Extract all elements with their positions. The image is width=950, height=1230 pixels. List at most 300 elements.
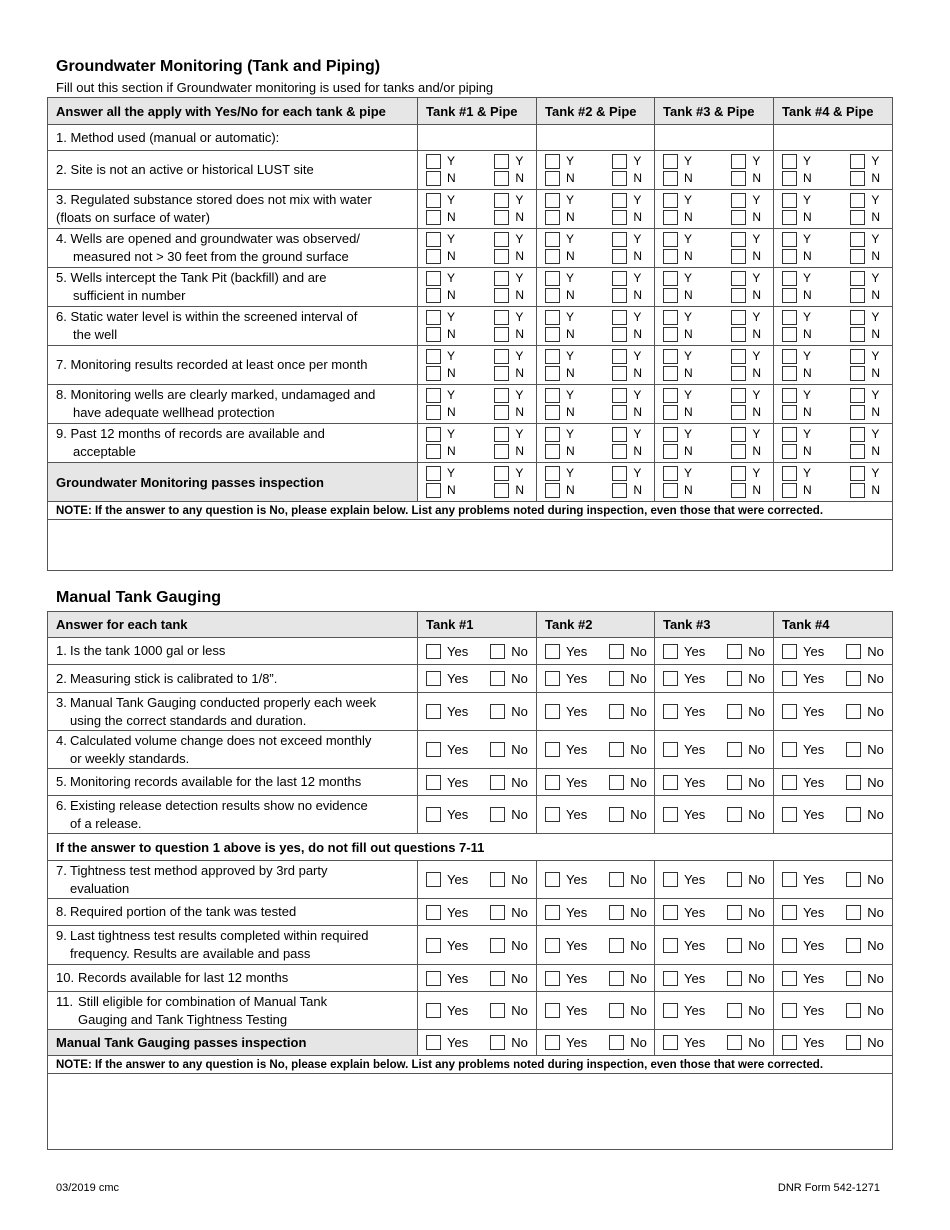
yes-label: Yes (566, 970, 588, 986)
tank-no-checkbox[interactable] (663, 288, 678, 303)
yes-checkbox[interactable] (545, 1035, 560, 1050)
pipe-no-checkbox[interactable] (850, 210, 865, 225)
no-checkbox[interactable] (727, 775, 742, 790)
pipe-yes-checkbox[interactable] (731, 349, 746, 364)
pipe-no-checkbox[interactable] (612, 210, 627, 225)
no-checkbox[interactable] (609, 775, 624, 790)
tank-yes-checkbox[interactable] (426, 271, 441, 286)
pipe-yes-checkbox[interactable] (612, 349, 627, 364)
tank-yes-checkbox[interactable] (782, 349, 797, 364)
pipe-no-checkbox[interactable] (731, 327, 746, 342)
pipe-no-checkbox[interactable] (850, 366, 865, 381)
yes-checkbox[interactable] (426, 807, 441, 822)
tank-yes-checkbox[interactable] (545, 154, 560, 169)
manual-question-row (48, 769, 893, 796)
no-checkbox[interactable] (609, 671, 624, 686)
manual-section-title: Manual Tank Gauging (56, 589, 222, 606)
yes-checkbox[interactable] (663, 1003, 678, 1018)
no-checkbox[interactable] (490, 905, 505, 920)
yes-checkbox[interactable] (545, 671, 560, 686)
yes-checkbox[interactable] (426, 938, 441, 953)
no-label: No (630, 671, 647, 686)
yes-checkbox[interactable] (545, 905, 560, 920)
method-used-tank1-field[interactable] (418, 125, 537, 151)
pipe-yes-label: Y (752, 427, 761, 441)
tank-yes-checkbox[interactable] (545, 310, 560, 325)
yes-checkbox[interactable] (782, 644, 797, 659)
tank2-yn-cell (537, 151, 655, 190)
no-checkbox[interactable] (490, 807, 505, 822)
yes-checkbox[interactable] (663, 775, 678, 790)
no-checkbox[interactable] (846, 872, 861, 887)
no-checkbox[interactable] (490, 704, 505, 719)
pipe-yes-checkbox[interactable] (850, 466, 865, 481)
pipe-no-checkbox[interactable] (850, 171, 865, 186)
pipe-no-checkbox[interactable] (850, 444, 865, 459)
tank-no-checkbox[interactable] (663, 444, 678, 459)
tank-no-checkbox[interactable] (782, 288, 797, 303)
tank-yes-checkbox[interactable] (426, 427, 441, 442)
pipe-no-checkbox[interactable] (850, 327, 865, 342)
groundwater-explanation-field[interactable] (48, 520, 893, 571)
tank-no-checkbox[interactable] (663, 171, 678, 186)
groundwater-question-row (48, 229, 893, 268)
tank-no-checkbox[interactable] (545, 444, 560, 459)
pipe-yes-checkbox[interactable] (494, 193, 509, 208)
yes-checkbox[interactable] (545, 938, 560, 953)
yes-checkbox[interactable] (782, 971, 797, 986)
pipe-yes-checkbox[interactable] (850, 154, 865, 169)
pipe-no-checkbox[interactable] (494, 444, 509, 459)
yes-checkbox[interactable] (663, 671, 678, 686)
question-line-1: 3. Regulated substance stored does not mix with water (56, 192, 372, 207)
no-checkbox[interactable] (490, 671, 505, 686)
tank-yes-label: Y (447, 388, 456, 402)
yes-label: Yes (803, 774, 825, 790)
yes-checkbox[interactable] (545, 644, 560, 659)
yes-checkbox[interactable] (782, 742, 797, 757)
tank-no-checkbox[interactable] (782, 405, 797, 420)
pipe-yes-label: Y (515, 310, 524, 324)
yes-checkbox[interactable] (426, 644, 441, 659)
no-checkbox[interactable] (727, 938, 742, 953)
no-checkbox[interactable] (727, 671, 742, 686)
yes-checkbox[interactable] (545, 775, 560, 790)
pipe-no-checkbox[interactable] (612, 249, 627, 264)
groundwater-header-question: Answer all the apply with Yes/No for each tank & pipe (48, 98, 418, 125)
tank-no-checkbox[interactable] (426, 327, 441, 342)
tank-no-checkbox[interactable] (663, 327, 678, 342)
pipe-no-checkbox[interactable] (850, 483, 865, 498)
yes-checkbox[interactable] (782, 704, 797, 719)
tank-yes-checkbox[interactable] (545, 193, 560, 208)
no-checkbox[interactable] (846, 742, 861, 757)
pipe-yes-checkbox[interactable] (850, 271, 865, 286)
pipe-yes-checkbox[interactable] (731, 388, 746, 403)
yes-label: Yes (566, 1035, 588, 1050)
pipe-yes-checkbox[interactable] (494, 232, 509, 247)
no-checkbox[interactable] (846, 671, 861, 686)
yes-checkbox[interactable] (782, 1035, 797, 1050)
pipe-yes-checkbox[interactable] (850, 427, 865, 442)
no-checkbox[interactable] (727, 1003, 742, 1018)
pipe-no-checkbox[interactable] (494, 249, 509, 264)
no-checkbox[interactable] (846, 704, 861, 719)
pipe-no-checkbox[interactable] (731, 288, 746, 303)
yes-checkbox[interactable] (426, 872, 441, 887)
yes-checkbox[interactable] (426, 971, 441, 986)
tank-no-checkbox[interactable] (545, 288, 560, 303)
pipe-yes-checkbox[interactable] (850, 232, 865, 247)
pipe-no-checkbox[interactable] (850, 405, 865, 420)
tank-yes-checkbox[interactable] (663, 154, 678, 169)
no-checkbox[interactable] (490, 872, 505, 887)
question-line-2: Gauging and Tank Tightness Testing (78, 1011, 288, 1027)
no-checkbox[interactable] (490, 938, 505, 953)
pipe-yes-checkbox[interactable] (612, 193, 627, 208)
tank-no-label: N (447, 483, 456, 497)
pipe-no-checkbox[interactable] (731, 405, 746, 420)
pipe-yes-label: Y (752, 349, 761, 363)
method-used-tank4-field[interactable] (774, 125, 893, 151)
pipe-yes-checkbox[interactable] (612, 154, 627, 169)
yes-checkbox[interactable] (545, 742, 560, 757)
question-number: 8. (56, 904, 67, 919)
pipe-no-checkbox[interactable] (612, 483, 627, 498)
no-checkbox[interactable] (490, 775, 505, 790)
tank-yes-checkbox[interactable] (426, 193, 441, 208)
tank-no-checkbox[interactable] (545, 483, 560, 498)
pipe-no-checkbox[interactable] (731, 483, 746, 498)
pipe-no-checkbox[interactable] (731, 366, 746, 381)
pipe-yes-checkbox[interactable] (612, 427, 627, 442)
pipe-yes-checkbox[interactable] (850, 388, 865, 403)
tank-no-checkbox[interactable] (663, 249, 678, 264)
groundwater-pass-row (48, 463, 893, 502)
pipe-yes-checkbox[interactable] (850, 349, 865, 364)
no-checkbox[interactable] (609, 905, 624, 920)
tank-yes-checkbox[interactable] (426, 349, 441, 364)
no-checkbox[interactable] (609, 704, 624, 719)
yes-checkbox[interactable] (545, 872, 560, 887)
tank-no-checkbox[interactable] (782, 327, 797, 342)
pipe-no-checkbox[interactable] (612, 327, 627, 342)
tank1-yesno-cell (418, 926, 537, 965)
manual-header-tank4: Tank #4 (774, 612, 893, 638)
yes-checkbox[interactable] (663, 1035, 678, 1050)
pipe-no-checkbox[interactable] (612, 405, 627, 420)
tank-yes-checkbox[interactable] (782, 427, 797, 442)
pipe-no-label: N (633, 366, 642, 380)
pipe-no-checkbox[interactable] (494, 405, 509, 420)
yes-checkbox[interactable] (663, 905, 678, 920)
yes-checkbox[interactable] (426, 671, 441, 686)
tank-no-checkbox[interactable] (545, 405, 560, 420)
tank-no-checkbox[interactable] (426, 444, 441, 459)
tank-yes-checkbox[interactable] (545, 466, 560, 481)
no-checkbox[interactable] (727, 704, 742, 719)
tank-yes-checkbox[interactable] (782, 466, 797, 481)
tank-yes-checkbox[interactable] (663, 388, 678, 403)
pipe-yes-checkbox[interactable] (494, 466, 509, 481)
yes-checkbox[interactable] (426, 905, 441, 920)
yes-checkbox[interactable] (663, 644, 678, 659)
yes-checkbox[interactable] (663, 971, 678, 986)
question-line-2: have adequate wellhead protection (73, 405, 275, 420)
tank-no-checkbox[interactable] (545, 249, 560, 264)
no-label: No (748, 774, 765, 790)
tank-no-checkbox[interactable] (426, 483, 441, 498)
tank-no-checkbox[interactable] (663, 366, 678, 381)
tank-yes-checkbox[interactable] (782, 310, 797, 325)
yes-checkbox[interactable] (426, 704, 441, 719)
pipe-no-checkbox[interactable] (731, 444, 746, 459)
pipe-yes-checkbox[interactable] (494, 349, 509, 364)
no-checkbox[interactable] (609, 971, 624, 986)
yes-checkbox[interactable] (426, 775, 441, 790)
yes-checkbox[interactable] (782, 938, 797, 953)
tank-yes-checkbox[interactable] (663, 427, 678, 442)
no-checkbox[interactable] (609, 644, 624, 659)
pipe-yes-label: Y (752, 466, 761, 480)
pipe-yes-checkbox[interactable] (731, 193, 746, 208)
no-checkbox[interactable] (609, 1035, 624, 1050)
manual-gauging-table (47, 611, 893, 1150)
yes-checkbox[interactable] (545, 704, 560, 719)
yes-label: Yes (447, 1003, 469, 1018)
tank-yes-checkbox[interactable] (426, 310, 441, 325)
pipe-yes-checkbox[interactable] (731, 466, 746, 481)
tank-yes-checkbox[interactable] (545, 232, 560, 247)
tank1-yesno-cell (418, 861, 537, 899)
tank-no-checkbox[interactable] (782, 366, 797, 381)
tank-yes-checkbox[interactable] (782, 232, 797, 247)
tank-no-checkbox[interactable] (782, 483, 797, 498)
tank-yes-checkbox[interactable] (663, 310, 678, 325)
no-checkbox[interactable] (846, 1003, 861, 1018)
tank3-yesno-cell (655, 638, 774, 665)
no-checkbox[interactable] (727, 1035, 742, 1050)
yes-checkbox[interactable] (782, 775, 797, 790)
tank-yes-checkbox[interactable] (545, 349, 560, 364)
no-checkbox[interactable] (846, 644, 861, 659)
pipe-no-checkbox[interactable] (850, 288, 865, 303)
no-checkbox[interactable] (846, 807, 861, 822)
tank-no-checkbox[interactable] (426, 210, 441, 225)
tank-no-checkbox[interactable] (663, 483, 678, 498)
no-checkbox[interactable] (846, 905, 861, 920)
pipe-no-label: N (633, 444, 642, 458)
tank-no-checkbox[interactable] (663, 210, 678, 225)
pipe-no-checkbox[interactable] (612, 171, 627, 186)
tank2-yn-cell (537, 385, 655, 424)
yes-checkbox[interactable] (782, 671, 797, 686)
tank4-yn-cell (774, 229, 893, 268)
yes-checkbox[interactable] (663, 807, 678, 822)
pipe-no-checkbox[interactable] (494, 327, 509, 342)
tank-no-checkbox[interactable] (782, 210, 797, 225)
no-checkbox[interactable] (727, 742, 742, 757)
manual-instruction-row (48, 834, 893, 861)
pipe-yes-label: Y (871, 271, 880, 285)
pipe-no-checkbox[interactable] (612, 366, 627, 381)
pipe-yes-checkbox[interactable] (731, 271, 746, 286)
yes-checkbox[interactable] (663, 872, 678, 887)
no-checkbox[interactable] (727, 644, 742, 659)
no-checkbox[interactable] (727, 872, 742, 887)
yes-checkbox[interactable] (545, 971, 560, 986)
tank-no-checkbox[interactable] (782, 444, 797, 459)
no-checkbox[interactable] (490, 742, 505, 757)
tank-no-checkbox[interactable] (663, 405, 678, 420)
tank-no-checkbox[interactable] (426, 171, 441, 186)
no-label: No (867, 937, 884, 953)
tank4-yn-cell (774, 151, 893, 190)
no-checkbox[interactable] (490, 644, 505, 659)
tank-no-checkbox[interactable] (545, 171, 560, 186)
groundwater-header-tank1: Tank #1 & Pipe (418, 98, 537, 125)
no-checkbox[interactable] (727, 971, 742, 986)
pipe-no-checkbox[interactable] (494, 171, 509, 186)
yes-checkbox[interactable] (782, 807, 797, 822)
no-checkbox[interactable] (727, 807, 742, 822)
pipe-no-checkbox[interactable] (612, 444, 627, 459)
pipe-yes-checkbox[interactable] (850, 310, 865, 325)
tank-yes-checkbox[interactable] (663, 466, 678, 481)
yes-checkbox[interactable] (426, 742, 441, 757)
no-checkbox[interactable] (846, 775, 861, 790)
tank1-yn-cell (418, 268, 537, 307)
no-checkbox[interactable] (609, 872, 624, 887)
yes-checkbox[interactable] (782, 905, 797, 920)
tank-yes-checkbox[interactable] (782, 193, 797, 208)
yes-checkbox[interactable] (426, 1035, 441, 1050)
tank-no-checkbox[interactable] (426, 249, 441, 264)
pipe-no-checkbox[interactable] (850, 249, 865, 264)
tank-no-checkbox[interactable] (545, 210, 560, 225)
no-checkbox[interactable] (846, 938, 861, 953)
pipe-no-checkbox[interactable] (731, 249, 746, 264)
question-line-2: evaluation (70, 880, 130, 896)
tank2-yesno-cell (537, 638, 655, 665)
method-used-tank2-field[interactable] (537, 125, 655, 151)
manual-question-text (48, 731, 418, 769)
no-checkbox[interactable] (490, 971, 505, 986)
no-checkbox[interactable] (609, 742, 624, 757)
pipe-no-checkbox[interactable] (731, 210, 746, 225)
pipe-yes-checkbox[interactable] (494, 271, 509, 286)
tank-no-checkbox[interactable] (545, 327, 560, 342)
tank-yes-checkbox[interactable] (545, 388, 560, 403)
pipe-yes-checkbox[interactable] (612, 388, 627, 403)
tank2-yesno-cell (537, 769, 655, 796)
pipe-yes-checkbox[interactable] (850, 193, 865, 208)
manual-explanation-field[interactable] (48, 1074, 893, 1150)
no-checkbox[interactable] (727, 905, 742, 920)
question-number: 3. (56, 694, 67, 710)
pipe-no-checkbox[interactable] (731, 171, 746, 186)
yes-checkbox[interactable] (426, 1003, 441, 1018)
yes-checkbox[interactable] (663, 742, 678, 757)
tank3-yesno-cell (655, 1030, 774, 1056)
pipe-no-checkbox[interactable] (494, 288, 509, 303)
no-checkbox[interactable] (609, 1003, 624, 1018)
no-checkbox[interactable] (609, 938, 624, 953)
pipe-yes-checkbox[interactable] (731, 427, 746, 442)
tank-yes-checkbox[interactable] (782, 388, 797, 403)
pipe-yes-checkbox[interactable] (612, 271, 627, 286)
pipe-no-label: N (871, 327, 880, 341)
tank4-yesno-cell (774, 731, 893, 769)
yes-checkbox[interactable] (545, 1003, 560, 1018)
tank-yes-checkbox[interactable] (545, 271, 560, 286)
tank-yes-checkbox[interactable] (663, 349, 678, 364)
no-checkbox[interactable] (609, 807, 624, 822)
pipe-no-checkbox[interactable] (494, 210, 509, 225)
pipe-yes-label: Y (515, 193, 524, 207)
pipe-no-checkbox[interactable] (494, 483, 509, 498)
yes-checkbox[interactable] (782, 872, 797, 887)
tank-yes-label: Y (803, 271, 812, 285)
tank-yes-checkbox[interactable] (663, 232, 678, 247)
pipe-yes-checkbox[interactable] (731, 154, 746, 169)
pipe-yes-checkbox[interactable] (612, 310, 627, 325)
no-checkbox[interactable] (490, 1035, 505, 1050)
pipe-yes-checkbox[interactable] (494, 310, 509, 325)
tank-no-checkbox[interactable] (426, 405, 441, 420)
pipe-yes-checkbox[interactable] (612, 466, 627, 481)
tank-yes-checkbox[interactable] (545, 427, 560, 442)
pipe-no-checkbox[interactable] (612, 288, 627, 303)
pipe-yes-checkbox[interactable] (494, 388, 509, 403)
tank-no-checkbox[interactable] (782, 249, 797, 264)
yes-checkbox[interactable] (782, 1003, 797, 1018)
yes-label: Yes (803, 742, 825, 757)
yes-label: Yes (803, 807, 825, 822)
no-label: No (511, 807, 528, 822)
pipe-yes-checkbox[interactable] (731, 310, 746, 325)
pipe-no-label: N (515, 483, 524, 497)
tank-yes-checkbox[interactable] (426, 232, 441, 247)
tank-no-checkbox[interactable] (426, 366, 441, 381)
tank-no-checkbox[interactable] (426, 288, 441, 303)
pipe-yes-checkbox[interactable] (494, 427, 509, 442)
no-checkbox[interactable] (846, 971, 861, 986)
pipe-yes-checkbox[interactable] (731, 232, 746, 247)
pipe-yes-checkbox[interactable] (612, 232, 627, 247)
pipe-no-checkbox[interactable] (494, 366, 509, 381)
method-used-tank3-field[interactable] (655, 125, 774, 151)
tank-no-checkbox[interactable] (782, 171, 797, 186)
tank-yes-checkbox[interactable] (426, 466, 441, 481)
yes-checkbox[interactable] (545, 807, 560, 822)
pipe-yes-checkbox[interactable] (494, 154, 509, 169)
yes-checkbox[interactable] (663, 704, 678, 719)
tank-yes-checkbox[interactable] (782, 271, 797, 286)
tank2-yesno-cell (537, 861, 655, 899)
no-checkbox[interactable] (846, 1035, 861, 1050)
tank-yes-checkbox[interactable] (426, 388, 441, 403)
tank-no-checkbox[interactable] (545, 366, 560, 381)
tank-yes-checkbox[interactable] (663, 271, 678, 286)
no-label: No (630, 872, 647, 887)
yes-checkbox[interactable] (663, 938, 678, 953)
no-checkbox[interactable] (490, 1003, 505, 1018)
tank-yes-checkbox[interactable] (782, 154, 797, 169)
manual-explain-row (48, 1074, 893, 1150)
tank-yes-checkbox[interactable] (426, 154, 441, 169)
tank-yes-checkbox[interactable] (663, 193, 678, 208)
